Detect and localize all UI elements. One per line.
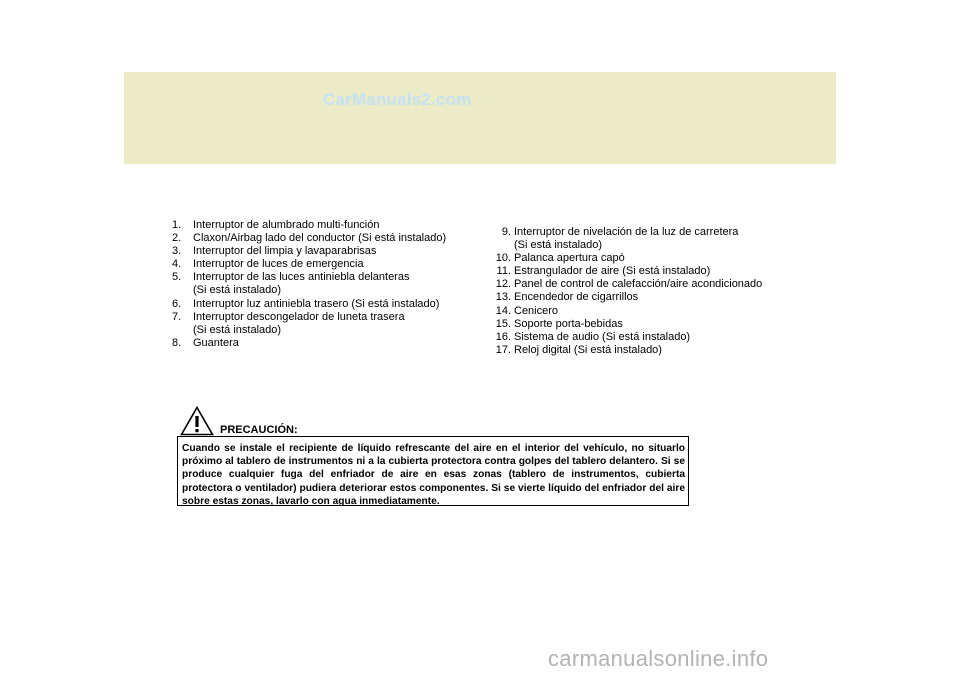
item-number: 12.	[495, 278, 511, 291]
item-text: Interruptor del limpia y lavaparabrisas	[193, 245, 377, 258]
list-item-continuation	[172, 284, 472, 297]
list-item	[172, 219, 472, 232]
footer-watermark[interactable]: carmanualsonline.info	[548, 646, 769, 671]
item-number: 9.	[501, 226, 511, 238]
caution-title: PRECAUCIÓN:	[220, 424, 298, 436]
item-text-continuation: (Si está instalado)	[193, 284, 282, 297]
list-item	[172, 311, 472, 324]
item-number: 11.	[496, 265, 511, 278]
list-item-continuation	[172, 324, 472, 337]
list-item	[172, 232, 472, 245]
item-text: Guantera	[193, 336, 239, 349]
item-text: Panel de control de calefacción/aire acondicionado	[514, 278, 763, 291]
list-item	[172, 245, 472, 258]
warning-triangle-icon	[180, 406, 214, 436]
list-item	[492, 318, 792, 331]
list-item	[172, 298, 472, 311]
item-text: Encendedor de cigarrillos	[514, 291, 639, 304]
item-text: Soporte porta-bebidas	[514, 317, 623, 330]
item-number: 10.	[495, 252, 511, 265]
item-text: Interruptor descongelador de luneta trasera	[193, 310, 405, 323]
item-number: 17.	[495, 343, 511, 356]
item-number: 3.	[172, 245, 182, 258]
list-item	[172, 271, 472, 284]
list-item	[492, 278, 792, 291]
top-banner	[124, 72, 836, 164]
item-text: Reloj digital (Si está instalado)	[514, 343, 662, 356]
list-item	[492, 265, 792, 278]
banner-logo[interactable]: CarManuals2.com	[323, 90, 472, 109]
list-item	[492, 344, 792, 357]
item-number: 1.	[172, 219, 182, 231]
item-text-continuation: (Si está instalado)	[514, 239, 603, 252]
item-number: 7.	[172, 310, 182, 323]
item-number: 5.	[172, 271, 182, 284]
item-text: Estrangulador de aire (Si está instalado)	[514, 265, 711, 278]
list-item	[492, 305, 792, 318]
caution-text: Cuando se instale el recipiente de líquido refrescante del aire en el interior del vehículo, no situarlo próximo al tablero de instrumentos ni a la cubierta protectora contra golpes del tablero delantero. Si se produce cualquier fuga del enfriador de aire en esas zonas (tablero de instrumentos, cubierta protectora o ventilador) pudiera deteriorar estos componentes. Si se vierte líquido del enfriador del aire sobre estas zonas, lavarlo con agua inmediatamente.	[182, 443, 685, 507]
item-number: 6.	[172, 297, 182, 310]
list-item	[492, 226, 792, 239]
item-text: Interruptor luz antiniebla trasero (Si está instalado)	[193, 297, 440, 310]
item-text: Sistema de audio (Si está instalado)	[514, 330, 691, 343]
item-number: 8.	[172, 336, 182, 349]
item-text: Interruptor de las luces antiniebla delanteras	[193, 271, 410, 284]
list-item	[172, 337, 472, 350]
item-number: 15.	[495, 317, 511, 330]
list-item	[492, 252, 792, 265]
list-item	[492, 331, 792, 344]
left-legend-list	[172, 219, 472, 350]
item-text: Palanca apertura capó	[514, 252, 625, 265]
caution-box	[177, 436, 689, 506]
list-item	[172, 258, 472, 271]
item-number: 13.	[495, 291, 511, 304]
item-number: 14.	[495, 304, 511, 317]
item-number: 4.	[172, 258, 182, 271]
item-text: Interruptor de nivelación de la luz de carretera	[514, 226, 739, 238]
list-item	[492, 291, 792, 304]
item-text: Claxon/Airbag lado del conductor (Si está instalado)	[193, 232, 447, 245]
item-text: Interruptor de luces de emergencia	[193, 258, 364, 271]
item-text: Cenicero	[514, 304, 559, 317]
item-number: 2.	[172, 232, 182, 245]
list-item-continuation	[492, 239, 792, 252]
item-text-continuation: (Si está instalado)	[193, 323, 282, 336]
item-number: 16.	[495, 330, 511, 343]
right-legend-list	[492, 226, 792, 357]
item-text: Interruptor de alumbrado multi-función	[193, 219, 380, 231]
